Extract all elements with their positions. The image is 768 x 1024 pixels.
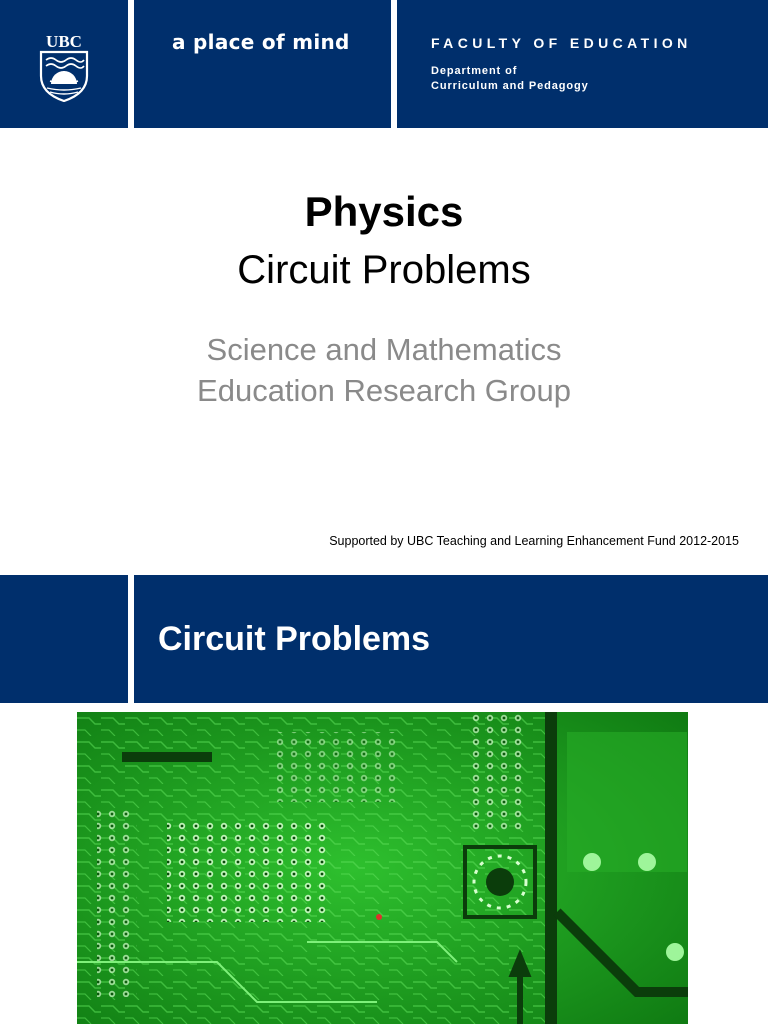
department-name [431,64,589,94]
svg-text:UBC: UBC [46,32,82,51]
section-banner [0,575,768,703]
header-banner [0,0,768,128]
tagline: a place of mind [172,30,350,54]
faculty-name: FACULTY OF EDUCATION [431,35,692,51]
banner-divider [128,575,134,703]
research-group-line-1: Science and Mathematics [206,332,562,367]
department-line-1: Department of [431,65,518,77]
department-line-2: Curriculum and Pedagogy [431,80,589,92]
research-group-line-2: Education Research Group [197,373,571,408]
banner-divider [128,0,134,128]
page-title: Physics [304,188,464,235]
page-subtitle: Circuit Problems [237,248,531,292]
banner-divider [391,0,397,128]
circuit-board-photo [77,712,688,1024]
section-title: Circuit Problems [158,620,431,658]
funding-note: Supported by UBC Teaching and Learning Enhancement Fund 2012-2015 [329,534,739,548]
ubc-crest-icon [38,30,90,102]
